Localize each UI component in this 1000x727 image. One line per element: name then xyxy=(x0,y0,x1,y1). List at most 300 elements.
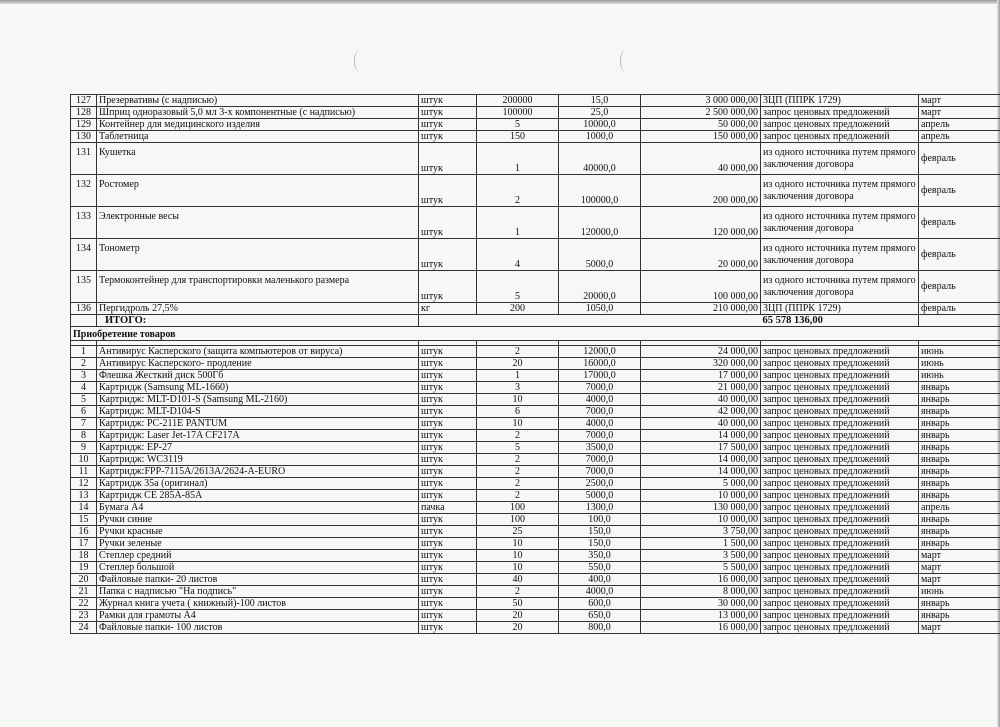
unit: штук xyxy=(419,418,477,430)
row-number: 131 xyxy=(71,143,97,175)
quantity: 2 xyxy=(477,346,559,358)
amount: 120 000,00 xyxy=(641,207,761,239)
item-name: Рамки для грамоты А4 xyxy=(97,610,419,622)
amount: 30 000,00 xyxy=(641,598,761,610)
row-number: 16 xyxy=(71,526,97,538)
row-number: 21 xyxy=(71,586,97,598)
quantity: 4 xyxy=(477,239,559,271)
amount: 14 000,00 xyxy=(641,430,761,442)
procurement-method: запрос ценовых предложений xyxy=(761,526,919,538)
unit: пачка xyxy=(419,502,477,514)
month: январь xyxy=(919,538,1000,550)
quantity: 100 xyxy=(477,502,559,514)
quantity: 150 xyxy=(477,131,559,143)
table-row xyxy=(71,622,1000,634)
quantity: 2 xyxy=(477,454,559,466)
amount: 13 000,00 xyxy=(641,610,761,622)
row-number: 24 xyxy=(71,622,97,634)
item-name: Картридж: MLT-D101-S (Samsung ML-2160) xyxy=(97,394,419,406)
unit-price: 1000,0 xyxy=(559,131,641,143)
unit-price: 40000,0 xyxy=(559,143,641,175)
month: январь xyxy=(919,610,1000,622)
procurement-method: запрос ценовых предложений xyxy=(761,394,919,406)
row-number: 6 xyxy=(71,406,97,418)
table-row xyxy=(71,610,1000,622)
row-number: 14 xyxy=(71,502,97,514)
unit-price: 4000,0 xyxy=(559,586,641,598)
row-number: 2 xyxy=(71,358,97,370)
table-row xyxy=(71,598,1000,610)
amount: 3 750,00 xyxy=(641,526,761,538)
amount: 210 000,00 xyxy=(641,303,761,315)
quantity: 1 xyxy=(477,370,559,382)
row-number: 19 xyxy=(71,562,97,574)
unit-price: 2500,0 xyxy=(559,478,641,490)
table-row xyxy=(71,131,1000,143)
item-name: Степлер большой xyxy=(97,562,419,574)
item-name: Ручки красные xyxy=(97,526,419,538)
quantity: 10 xyxy=(477,538,559,550)
upper-rows xyxy=(71,95,1000,315)
unit: штук xyxy=(419,550,477,562)
amount: 21 000,00 xyxy=(641,382,761,394)
item-name: Презервативы (с надписью) xyxy=(97,95,419,107)
month: июнь xyxy=(919,358,1000,370)
quantity: 2 xyxy=(477,478,559,490)
amount: 14 000,00 xyxy=(641,454,761,466)
amount: 42 000,00 xyxy=(641,406,761,418)
unit-price: 25,0 xyxy=(559,107,641,119)
item-name: Тонометр xyxy=(97,239,419,271)
amount: 320 000,00 xyxy=(641,358,761,370)
item-name: Кушетка xyxy=(97,143,419,175)
table-row xyxy=(71,394,1000,406)
quantity: 5 xyxy=(477,119,559,131)
unit-price: 3500,0 xyxy=(559,442,641,454)
quantity: 2 xyxy=(477,175,559,207)
month: январь xyxy=(919,454,1000,466)
procurement-method: запрос ценовых предложений xyxy=(761,502,919,514)
procurement-method: из одного источника путем прямого заключения договора xyxy=(761,143,919,175)
item-name: Картридж 35а (оригинал) xyxy=(97,478,419,490)
unit: штук xyxy=(419,370,477,382)
month: март xyxy=(919,95,1000,107)
unit: штук xyxy=(419,586,477,598)
unit: кг xyxy=(419,303,477,315)
table-row xyxy=(71,586,1000,598)
procurement-method: запрос ценовых предложений xyxy=(761,550,919,562)
month: январь xyxy=(919,514,1000,526)
procurement-method: запрос ценовых предложений xyxy=(761,418,919,430)
procurement-method: запрос ценовых предложений xyxy=(761,574,919,586)
row-number: 20 xyxy=(71,574,97,586)
total-row xyxy=(71,315,1000,327)
item-name: Бумага А4 xyxy=(97,502,419,514)
procurement-method: запрос ценовых предложений xyxy=(761,442,919,454)
unit: штук xyxy=(419,406,477,418)
table-row xyxy=(71,143,1000,175)
quantity: 5 xyxy=(477,271,559,303)
procurement-method: запрос ценовых предложений xyxy=(761,562,919,574)
unit-price: 5000,0 xyxy=(559,239,641,271)
punch-hole-mark-right xyxy=(620,50,631,72)
table-row xyxy=(71,574,1000,586)
item-name: Пергидроль 27,5% xyxy=(97,303,419,315)
item-name: Файловые папки- 20 листов xyxy=(97,574,419,586)
procurement-method: запрос ценовых предложений xyxy=(761,598,919,610)
unit: штук xyxy=(419,95,477,107)
table-row xyxy=(71,526,1000,538)
month: январь xyxy=(919,406,1000,418)
table-row xyxy=(71,502,1000,514)
amount: 16 000,00 xyxy=(641,622,761,634)
table-row xyxy=(71,538,1000,550)
quantity: 40 xyxy=(477,574,559,586)
procurement-method: запрос ценовых предложений xyxy=(761,346,919,358)
table-row xyxy=(71,382,1000,394)
amount: 17 000,00 xyxy=(641,370,761,382)
procurement-method: из одного источника путем прямого заключения договора xyxy=(761,239,919,271)
unit: штук xyxy=(419,622,477,634)
amount: 20 000,00 xyxy=(641,239,761,271)
month: январь xyxy=(919,418,1000,430)
table-row xyxy=(71,95,1000,107)
amount: 200 000,00 xyxy=(641,175,761,207)
unit-price: 150,0 xyxy=(559,538,641,550)
quantity: 2 xyxy=(477,490,559,502)
row-number: 135 xyxy=(71,271,97,303)
unit: штук xyxy=(419,143,477,175)
amount: 16 000,00 xyxy=(641,574,761,586)
table-row xyxy=(71,239,1000,271)
row-number: 129 xyxy=(71,119,97,131)
unit: штук xyxy=(419,562,477,574)
row-number: 127 xyxy=(71,95,97,107)
unit: штук xyxy=(419,514,477,526)
procurement-method: из одного источника путем прямого заключения договора xyxy=(761,271,919,303)
row-number: 3 xyxy=(71,370,97,382)
procurement-method: запрос ценовых предложений xyxy=(761,430,919,442)
quantity: 20 xyxy=(477,622,559,634)
unit: штук xyxy=(419,382,477,394)
row-number: 8 xyxy=(71,430,97,442)
unit: штук xyxy=(419,207,477,239)
quantity: 10 xyxy=(477,562,559,574)
quantity: 20 xyxy=(477,358,559,370)
quantity: 2 xyxy=(477,466,559,478)
procurement-plan-sheet xyxy=(70,94,956,634)
table-row xyxy=(71,418,1000,430)
month: февраль xyxy=(919,143,1000,175)
procurement-method: запрос ценовых предложений xyxy=(761,514,919,526)
item-name: Антивирус Касперского- продление xyxy=(97,358,419,370)
month: январь xyxy=(919,442,1000,454)
quantity: 50 xyxy=(477,598,559,610)
amount: 130 000,00 xyxy=(641,502,761,514)
unit: штук xyxy=(419,131,477,143)
item-name: Картридж: EP-27 xyxy=(97,442,419,454)
section-header-row xyxy=(71,327,1000,341)
unit: штук xyxy=(419,610,477,622)
procurement-method: ЗЦП (ППРК 1729) xyxy=(761,303,919,315)
row-number: 9 xyxy=(71,442,97,454)
unit: штук xyxy=(419,430,477,442)
month: апрель xyxy=(919,131,1000,143)
item-name: Журнал книга учета ( книжный)-100 листов xyxy=(97,598,419,610)
procurement-method: запрос ценовых предложений xyxy=(761,490,919,502)
month: июнь xyxy=(919,586,1000,598)
unit-price: 17000,0 xyxy=(559,370,641,382)
item-name: Картридж: Laser Jet-17A CF217A xyxy=(97,430,419,442)
row-number: 133 xyxy=(71,207,97,239)
table-row xyxy=(71,370,1000,382)
item-name: Термоконтейнер для транспортировки маленького размера xyxy=(97,271,419,303)
table-row xyxy=(71,442,1000,454)
table-row xyxy=(71,550,1000,562)
row-number: 23 xyxy=(71,610,97,622)
unit: штук xyxy=(419,394,477,406)
item-name: Ручки синие xyxy=(97,514,419,526)
month: июнь xyxy=(919,346,1000,358)
unit: штук xyxy=(419,598,477,610)
unit-price: 7000,0 xyxy=(559,466,641,478)
amount: 1 500,00 xyxy=(641,538,761,550)
item-name: Ручки зеленые xyxy=(97,538,419,550)
unit-price: 12000,0 xyxy=(559,346,641,358)
table-row xyxy=(71,175,1000,207)
item-name: Картридж (Samsung ML-1660) xyxy=(97,382,419,394)
month: февраль xyxy=(919,175,1000,207)
item-name: Картридж: PC-211E PANTUM xyxy=(97,418,419,430)
table-row xyxy=(71,466,1000,478)
row-number: 12 xyxy=(71,478,97,490)
amount: 50 000,00 xyxy=(641,119,761,131)
item-name: Антивирус Касперского (защита компьютеров от вируса) xyxy=(97,346,419,358)
procurement-method: запрос ценовых предложений xyxy=(761,466,919,478)
row-number: 10 xyxy=(71,454,97,466)
month: апрель xyxy=(919,119,1000,131)
amount: 14 000,00 xyxy=(641,466,761,478)
quantity: 20 xyxy=(477,610,559,622)
unit-price: 120000,0 xyxy=(559,207,641,239)
month: февраль xyxy=(919,239,1000,271)
item-name: Картридж: MLT-D104-S xyxy=(97,406,419,418)
unit: штук xyxy=(419,358,477,370)
procurement-method: запрос ценовых предложений xyxy=(761,478,919,490)
procurement-method: запрос ценовых предложений xyxy=(761,119,919,131)
scan-edge-top xyxy=(0,0,1000,4)
procurement-method: из одного источника путем прямого заключения договора xyxy=(761,207,919,239)
unit: штук xyxy=(419,490,477,502)
unit: штук xyxy=(419,271,477,303)
quantity: 1 xyxy=(477,207,559,239)
unit: штук xyxy=(419,175,477,207)
unit-price: 7000,0 xyxy=(559,454,641,466)
unit-price: 5000,0 xyxy=(559,490,641,502)
amount: 8 000,00 xyxy=(641,586,761,598)
procurement-method: запрос ценовых предложений xyxy=(761,382,919,394)
row-number: 7 xyxy=(71,418,97,430)
unit: штук xyxy=(419,466,477,478)
row-number: 22 xyxy=(71,598,97,610)
unit-price: 1050,0 xyxy=(559,303,641,315)
unit-price: 350,0 xyxy=(559,550,641,562)
row-number: 136 xyxy=(71,303,97,315)
procurement-method: запрос ценовых предложений xyxy=(761,454,919,466)
amount: 5 500,00 xyxy=(641,562,761,574)
table-row xyxy=(71,562,1000,574)
month: март xyxy=(919,550,1000,562)
quantity: 3 xyxy=(477,382,559,394)
item-name: Картридж:FPP-7115A/2613A/2624-A-EURO xyxy=(97,466,419,478)
quantity: 1 xyxy=(477,143,559,175)
unit-price: 550,0 xyxy=(559,562,641,574)
lower-rows xyxy=(71,346,1000,634)
unit-price: 10000,0 xyxy=(559,119,641,131)
month: февраль xyxy=(919,303,1000,315)
month: январь xyxy=(919,382,1000,394)
unit: штук xyxy=(419,538,477,550)
quantity: 200000 xyxy=(477,95,559,107)
table-row xyxy=(71,358,1000,370)
table-row xyxy=(71,406,1000,418)
row-number: 5 xyxy=(71,394,97,406)
unit-price: 4000,0 xyxy=(559,418,641,430)
item-name: Флешка Жесткий диск 500Гб xyxy=(97,370,419,382)
procurement-method: запрос ценовых предложений xyxy=(761,370,919,382)
quantity: 100000 xyxy=(477,107,559,119)
item-name: Картридж: WC3119 xyxy=(97,454,419,466)
amount: 3 000 000,00 xyxy=(641,95,761,107)
row-number: 130 xyxy=(71,131,97,143)
quantity: 2 xyxy=(477,430,559,442)
item-name: Степлер средний xyxy=(97,550,419,562)
table-row xyxy=(71,303,1000,315)
total-label: ИТОГО: xyxy=(97,315,419,327)
month: март xyxy=(919,574,1000,586)
table-row xyxy=(71,478,1000,490)
total-value: 65 578 136,00 xyxy=(761,315,919,327)
row-number: 4 xyxy=(71,382,97,394)
unit: штук xyxy=(419,239,477,271)
procurement-method: запрос ценовых предложений xyxy=(761,586,919,598)
row-number: 1 xyxy=(71,346,97,358)
row-number: 15 xyxy=(71,514,97,526)
quantity: 100 xyxy=(477,514,559,526)
unit-price: 20000,0 xyxy=(559,271,641,303)
amount: 3 500,00 xyxy=(641,550,761,562)
item-name: Электронные весы xyxy=(97,207,419,239)
amount: 150 000,00 xyxy=(641,131,761,143)
quantity: 2 xyxy=(477,586,559,598)
table-row xyxy=(71,454,1000,466)
quantity: 5 xyxy=(477,442,559,454)
amount: 40 000,00 xyxy=(641,143,761,175)
unit-price: 15,0 xyxy=(559,95,641,107)
table-row xyxy=(71,107,1000,119)
item-name: Картридж CE 285A-85A xyxy=(97,490,419,502)
unit-price: 16000,0 xyxy=(559,358,641,370)
unit: штук xyxy=(419,574,477,586)
procurement-method: запрос ценовых предложений xyxy=(761,131,919,143)
item-name: Шприц одноразовый 5,0 мл 3-х компонентные (с надписью) xyxy=(97,107,419,119)
unit-price: 7000,0 xyxy=(559,406,641,418)
row-number: 128 xyxy=(71,107,97,119)
item-name: Таблетница xyxy=(97,131,419,143)
row-number: 17 xyxy=(71,538,97,550)
amount: 40 000,00 xyxy=(641,418,761,430)
amount: 24 000,00 xyxy=(641,346,761,358)
punch-hole-mark-left xyxy=(354,50,365,72)
procurement-method: запрос ценовых предложений xyxy=(761,406,919,418)
month: март xyxy=(919,622,1000,634)
quantity: 6 xyxy=(477,406,559,418)
unit-price: 100,0 xyxy=(559,514,641,526)
month: январь xyxy=(919,478,1000,490)
procurement-method: запрос ценовых предложений xyxy=(761,358,919,370)
row-number: 13 xyxy=(71,490,97,502)
amount: 5 000,00 xyxy=(641,478,761,490)
procurement-table xyxy=(70,94,1000,634)
month: март xyxy=(919,107,1000,119)
unit: штук xyxy=(419,478,477,490)
quantity: 10 xyxy=(477,418,559,430)
month: январь xyxy=(919,430,1000,442)
procurement-method: запрос ценовых предложений xyxy=(761,538,919,550)
table-row xyxy=(71,430,1000,442)
procurement-method: запрос ценовых предложений xyxy=(761,610,919,622)
amount: 40 000,00 xyxy=(641,394,761,406)
table-row xyxy=(71,271,1000,303)
quantity: 10 xyxy=(477,550,559,562)
unit-price: 100000,0 xyxy=(559,175,641,207)
item-name: Файловые папки- 100 листов xyxy=(97,622,419,634)
unit-price: 400,0 xyxy=(559,574,641,586)
unit: штук xyxy=(419,119,477,131)
procurement-method: ЗЦП (ППРК 1729) xyxy=(761,95,919,107)
procurement-method: запрос ценовых предложений xyxy=(761,107,919,119)
month: март xyxy=(919,562,1000,574)
procurement-method: запрос ценовых предложений xyxy=(761,622,919,634)
unit-price: 150,0 xyxy=(559,526,641,538)
month: апрель xyxy=(919,502,1000,514)
unit-price: 7000,0 xyxy=(559,430,641,442)
row-number: 134 xyxy=(71,239,97,271)
procurement-method: из одного источника путем прямого заключения договора xyxy=(761,175,919,207)
row-number: 11 xyxy=(71,466,97,478)
unit: штук xyxy=(419,442,477,454)
quantity: 200 xyxy=(477,303,559,315)
unit-price: 600,0 xyxy=(559,598,641,610)
month: январь xyxy=(919,526,1000,538)
unit-price: 4000,0 xyxy=(559,394,641,406)
unit-price: 1300,0 xyxy=(559,502,641,514)
table-row xyxy=(71,207,1000,239)
month: январь xyxy=(919,490,1000,502)
table-row xyxy=(71,514,1000,526)
quantity: 25 xyxy=(477,526,559,538)
section-title: Приобретение товаров xyxy=(71,327,1000,341)
month: январь xyxy=(919,466,1000,478)
unit: штук xyxy=(419,454,477,466)
month: февраль xyxy=(919,271,1000,303)
item-name: Папка с надписью "На подпись" xyxy=(97,586,419,598)
table-row xyxy=(71,119,1000,131)
unit: штук xyxy=(419,346,477,358)
amount: 2 500 000,00 xyxy=(641,107,761,119)
month: июнь xyxy=(919,370,1000,382)
unit-price: 7000,0 xyxy=(559,382,641,394)
